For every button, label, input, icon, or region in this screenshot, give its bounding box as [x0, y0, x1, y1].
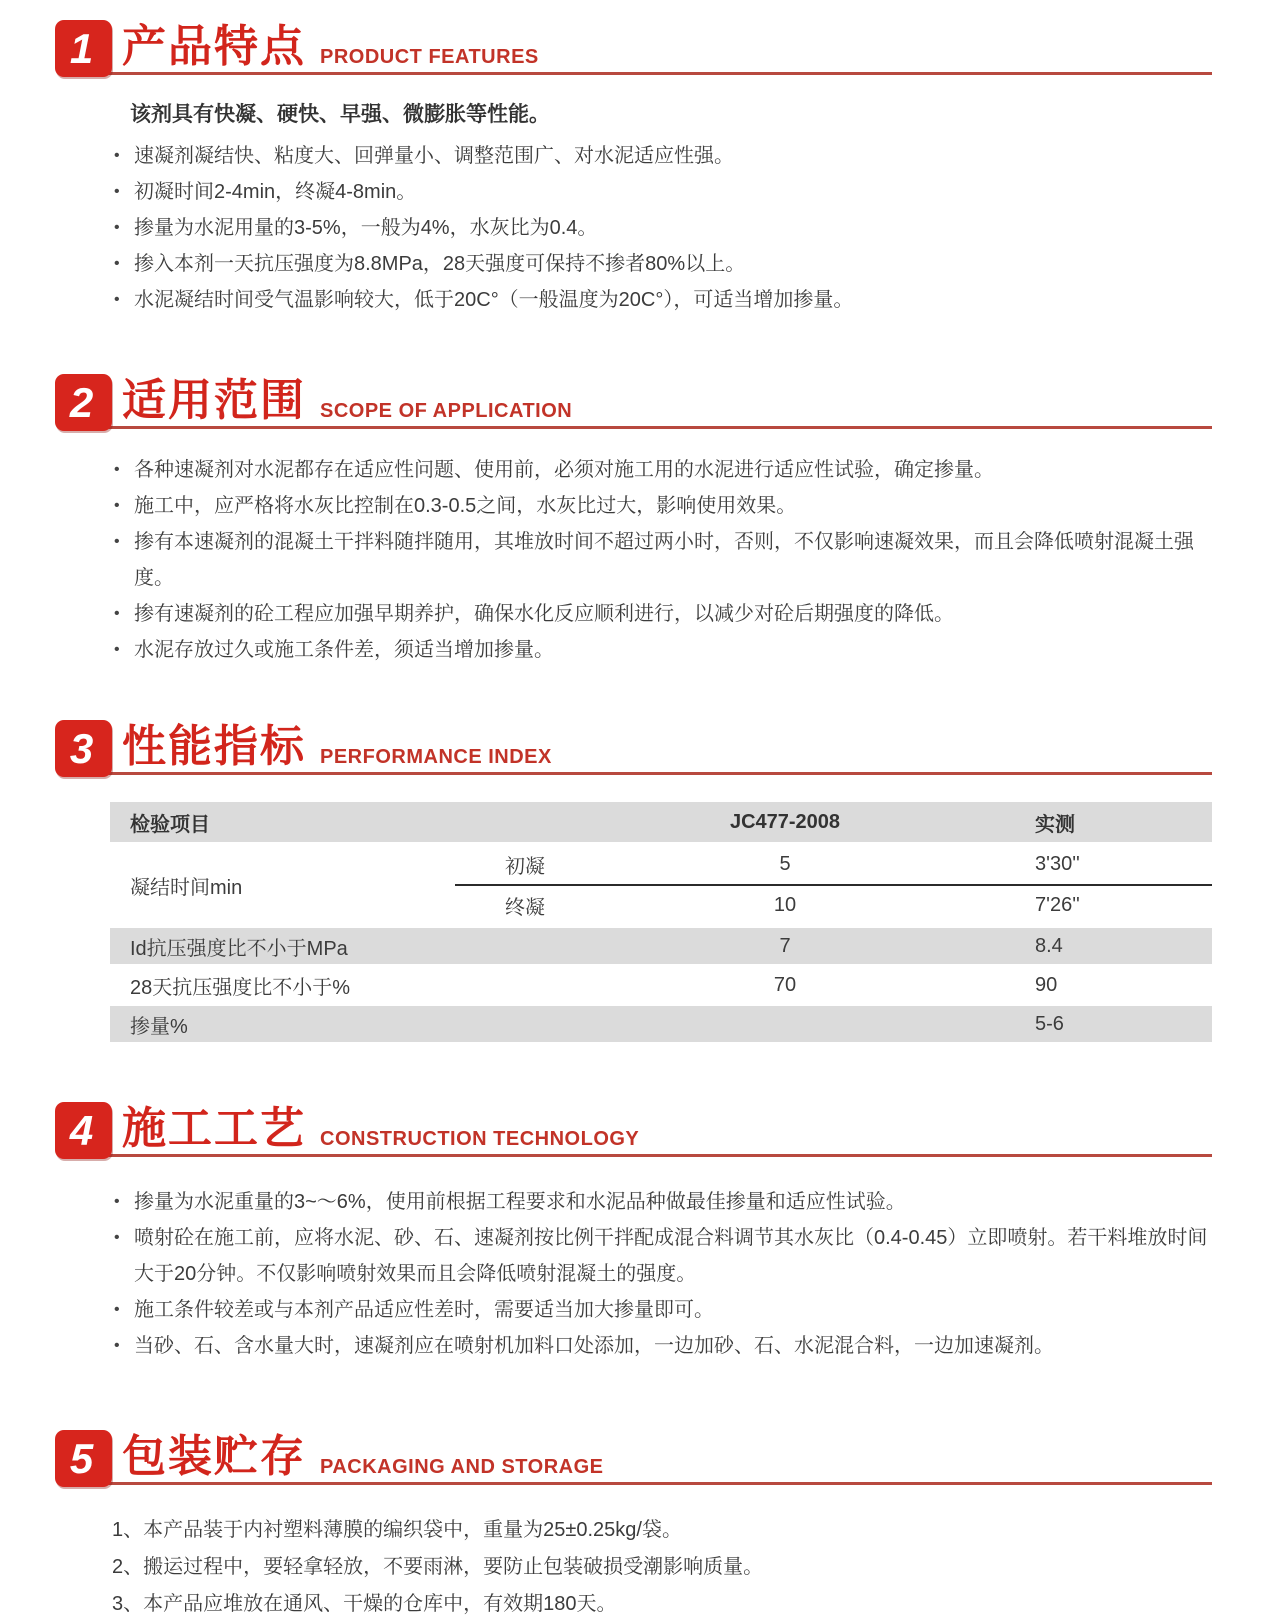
table-header-standard: JC477-2008 [729, 810, 841, 833]
bullet-item [112, 632, 1217, 668]
bullet-item [112, 246, 1217, 282]
bullet-text: 初凝时间2-4min，终凝4-8min。 [134, 181, 417, 203]
bullet-text: 当砂、石、含水量大时，速凝剂应在喷射机加料口处添加，一边加砂、石、水泥混合料，一边加速凝剂。 [134, 1335, 1054, 1357]
section-number: 3 [69, 724, 94, 772]
section-number-badge [55, 1430, 112, 1487]
table-subrow-initial-set [455, 845, 1212, 884]
section-subtitle: SCOPE OF APPLICATION [320, 400, 573, 422]
section-subtitle: PERFORMANCE INDEX [320, 746, 552, 768]
bullet-icon: • [114, 183, 120, 200]
bullet-icon: • [114, 497, 120, 514]
section-subtitle: PACKAGING AND STORAGE [320, 1456, 604, 1478]
bullet-text: 施工中，应严格将水灰比控制在0.3-0.5之间，水灰比过大，影响使用效果。 [134, 495, 797, 517]
section-subtitle: PRODUCT FEATURES [320, 46, 539, 68]
section-title: 施工工艺 [122, 1104, 306, 1153]
section-header [0, 20, 1280, 82]
bullet-item [112, 488, 1217, 524]
section-number: 1 [69, 24, 94, 72]
bullet-list [112, 1184, 1217, 1364]
table-cell-measured: 5-6 [1035, 1012, 1064, 1035]
bullet-item [112, 174, 1217, 210]
bullet-item [112, 138, 1217, 174]
table-cell-item: 凝结时间min [130, 876, 243, 899]
bullet-text: 掺有速凝剂的砼工程应加强早期养护，确保水化反应顺利进行，以减少对砼后期强度的降低。 [134, 603, 954, 625]
bullet-icon: • [114, 219, 120, 236]
table-cell-measured: 7'26'' [1035, 894, 1080, 916]
section-header [0, 1430, 1280, 1492]
table-subrow-final-set [455, 886, 1212, 925]
bullet-text: 喷射砼在施工前，应将水泥、砂、石、速凝剂按比例干拌配成混合料调节其水灰比（0.4-0.45）立即喷射。若干料堆放时间大于20分钟。不仅影响喷射效果而且会降低喷射混凝土的强度。 [134, 1227, 1208, 1285]
table-row [110, 1006, 1212, 1042]
header-underline [100, 426, 1212, 429]
header-underline [100, 1482, 1212, 1485]
table-cell-item: 掺量% [130, 1015, 188, 1038]
bullet-text: 掺有本速凝剂的混凝土干拌料随拌随用，其堆放时间不超过两小时，否则，不仅影响速凝效果，而且会降低喷射混凝土强度。 [134, 531, 1194, 589]
bullet-icon: • [114, 291, 120, 308]
section-number-badge [55, 374, 112, 431]
table-cell-standard: 5 [779, 853, 791, 875]
bullet-icon: • [114, 1193, 120, 1210]
bullet-list [112, 138, 1217, 318]
bullet-icon: • [114, 461, 120, 478]
bullet-item [112, 1220, 1217, 1292]
bullet-text: 水泥存放过久或施工条件差，须适当增加掺量。 [134, 639, 554, 661]
bullet-text: 掺量为水泥重量的3~～6%，使用前根据工程要求和水泥品种做最佳掺量和适应性试验。 [134, 1191, 906, 1213]
table-row [110, 967, 1212, 1003]
bullet-list [112, 452, 1217, 668]
bullet-item [112, 1328, 1217, 1364]
bullet-text: 各种速凝剂对水泥都存在适应性问题、使用前，必须对施工用的水泥进行适应性试验，确定掺量。 [134, 459, 994, 481]
bullet-item [112, 1292, 1217, 1328]
bullet-icon: • [114, 533, 120, 550]
table-cell-sublabel: 终凝 [505, 897, 545, 919]
table-row [110, 928, 1212, 964]
section-subtitle: CONSTRUCTION TECHNOLOGY [320, 1128, 640, 1150]
table-header-measured: 实测 [1035, 813, 1075, 836]
bullet-icon: • [114, 147, 120, 164]
bullet-icon: • [114, 605, 120, 622]
section-title: 性能指标 [122, 722, 306, 771]
section-packaging-storage [0, 1430, 1280, 1623]
section-title: 产品特点 [122, 22, 306, 71]
header-underline [100, 772, 1212, 775]
bullet-item [112, 452, 1217, 488]
section-header [0, 1102, 1280, 1164]
list-item: 1、本产品装于内衬塑料薄膜的编织袋中，重量为25±0.25kg/袋。 [112, 1519, 682, 1541]
bullet-icon: • [114, 641, 120, 658]
section-number: 4 [69, 1106, 94, 1154]
table-cell-measured: 8.4 [1035, 934, 1063, 957]
bullet-text: 水泥凝结时间受气温影响较大，低于20C°（一般温度为20C°），可适当增加掺量。 [134, 289, 854, 311]
bullet-icon: • [114, 255, 120, 272]
table-cell-standard: 70 [773, 973, 797, 996]
section-product-features [0, 20, 1280, 318]
performance-table [110, 802, 1212, 1042]
section-title: 适用范围 [122, 376, 306, 425]
table-cell-standard: 7 [779, 934, 791, 957]
section-scope-of-application [0, 374, 1280, 668]
section-number-badge [55, 1102, 112, 1159]
table-cell-measured: 3'30'' [1035, 853, 1080, 875]
bullet-text: 掺量为水泥用量的3-5%，一般为4%，水灰比为0.4。 [134, 217, 598, 239]
section-performance-index [0, 720, 1280, 1042]
section-title: 包装贮存 [122, 1432, 306, 1481]
bullet-text: 速凝剂凝结快、粘度大、回弹量小、调整范围广、对水泥适应性强。 [134, 145, 734, 167]
table-cell-measured: 90 [1035, 973, 1058, 996]
table-cell-standard: 10 [773, 894, 797, 916]
bullet-text: 施工条件较差或与本剂产品适应性差时，需要适当加大掺量即可。 [134, 1299, 714, 1321]
section-number-badge [55, 20, 112, 77]
list-item: 3、本产品应堆放在通风、干燥的仓库中，有效期180天。 [112, 1593, 617, 1615]
bullet-text: 掺入本剂一天抗压强度为8.8MPa，28天强度可保持不掺者80%以上。 [134, 253, 746, 275]
table-header-row [110, 802, 1212, 842]
section-header [0, 374, 1280, 436]
bullet-item [112, 1184, 1217, 1220]
list-item: 2、搬运过程中，要轻拿轻放，不要雨淋，要防止包装破损受潮影响质量。 [112, 1556, 764, 1578]
bullet-item [112, 282, 1217, 318]
section-number-badge [55, 720, 112, 777]
section-number: 5 [69, 1434, 94, 1482]
bullet-item [112, 210, 1217, 246]
table-cell-item: 28天抗压强度比不小于% [130, 976, 351, 999]
bullet-icon: • [114, 1301, 120, 1318]
table-cell-sublabel: 初凝 [505, 856, 545, 878]
product-datasheet [0, 20, 1280, 1623]
setting-time-subrows [455, 845, 1212, 925]
section-construction-technology [0, 1102, 1280, 1364]
bullet-icon: • [114, 1229, 120, 1246]
header-underline [100, 1154, 1212, 1157]
bullet-icon: • [114, 1337, 120, 1354]
table-row-setting-time [110, 845, 1212, 925]
section-intro: 该剂具有快凝、硬快、早强、微膨胀等性能。 [130, 103, 550, 126]
table-cell-item: Id抗压强度比不小于MPa [130, 937, 348, 960]
section-header [0, 720, 1280, 782]
table-header-item: 检验项目 [130, 813, 210, 836]
bullet-item [112, 596, 1217, 632]
bullet-item [112, 524, 1217, 596]
header-underline [100, 72, 1212, 75]
numbered-list [112, 1512, 1217, 1623]
section-number: 2 [69, 378, 94, 426]
